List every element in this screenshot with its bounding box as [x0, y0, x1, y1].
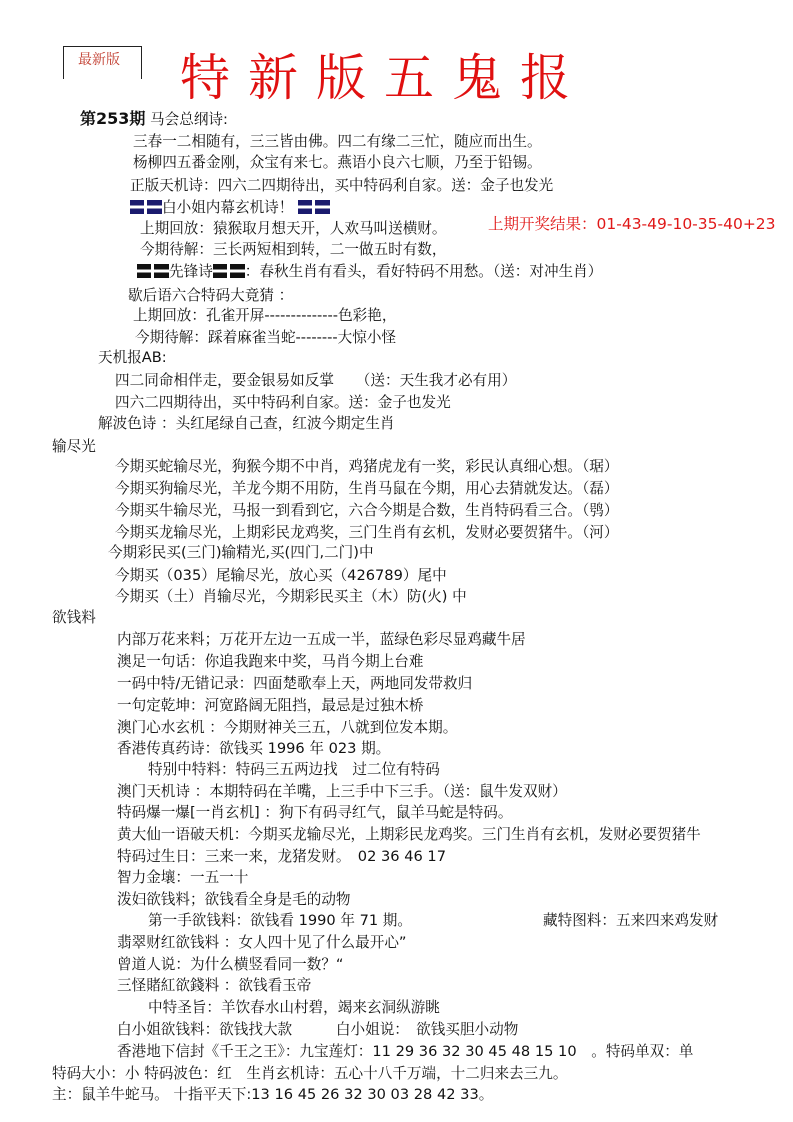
text-line: 今期买（035）尾输尽光，放心买（426789）尾中 — [115, 567, 447, 584]
vanguard-text: ：春秋生肖有看头，看好特码不用愁。（送：对冲生肖） — [244, 263, 603, 280]
text-line: 第一手欲钱料：欲钱看 1990 年 71 期。 — [148, 912, 412, 929]
text-line: 今期买龙输尽光，上期彩民龙鸡奖，三门生肖有玄机，发财必要贺猪牛。（河） — [115, 524, 619, 541]
text-line: 正版天机诗：四六二四期待出，买中特码利自家。送：金子也发光 — [130, 177, 554, 194]
text-line: 泼妇欲钱料；欲钱看全身是毛的动物 — [117, 891, 351, 908]
text-line: 输尽光 — [52, 438, 96, 455]
bar-icon — [298, 200, 330, 214]
text-line: 今期买狗输尽光，羊龙今期不用防，生肖马鼠在今期，用心去猜就发达。（磊） — [115, 480, 619, 497]
text-line: 黄大仙一语破天机：今期买龙输尽光，上期彩民龙鸡奖。三门生肖有玄机，发财必要贺猪牛 — [117, 826, 701, 843]
text-line: 澳门天机诗 ：本期特码在羊嘴，上三手中下三手。（送：鼠牛发双财） — [117, 783, 567, 800]
text-line: 今期买蛇输尽光，狗猴今期不中肖，鸡猪虎龙有一奖，彩民认真细心想。（琚） — [115, 458, 619, 475]
text-line: 藏特图料：五来四来鸡发财 — [543, 912, 719, 929]
text-line: 上期回放：孔雀开屏--------------色彩艳， — [133, 307, 397, 324]
text-line: 翡翠财红欲钱料 ：女人四十见了什么最开心” — [117, 934, 407, 951]
text-line: 特码大小：小 特码波色：红 生肖玄机诗：五心十八千万端，十二归来去三九。 — [52, 1065, 568, 1082]
text-line: 中特圣旨：羊饮春水山村碧，竭来玄洞纵游眺 — [148, 999, 440, 1016]
page-title: 特新版五鬼报 — [180, 49, 588, 107]
text-line: 智力金壤：一五一十 — [117, 869, 249, 886]
text-line: 今期待解：踩着麻雀当蛇--------大惊小怪 — [135, 329, 397, 346]
text-line: 今期待解：三长两短相到转，二一做五时有数， — [140, 241, 447, 258]
text-line: 特码过生日：三来一来，龙猪发财。 02 36 46 17 — [117, 848, 446, 865]
text-line: 特别中特料：特码三五两边找 过二位有特码 — [148, 761, 440, 778]
text-line: 四二同命相伴走，要金银易如反掌 （送：天生我才必有用） — [115, 372, 517, 389]
text-line: 今期买（土）肖输尽光，今期彩民买主（木）防(火) 中 — [115, 588, 467, 605]
text-line: 澳门心水玄机 ：今期财神关三五，八就到位发本期。 — [117, 719, 458, 736]
latest-edition-badge — [63, 46, 142, 79]
text-line: 天机报AB: — [98, 349, 167, 366]
text-line: 今期买牛输尽光，马报一到看到它，六合今期是合数，生肖特码看三合。（鸮） — [115, 502, 619, 519]
text-line: 今期彩民买(三门)输精光,买(四门,二门)中 — [108, 544, 374, 561]
last-result — [488, 215, 776, 233]
text-line: 上期回放：猿猴取月想天开，人欢马叫送横财。 — [140, 220, 447, 237]
issue-line — [80, 110, 228, 129]
text-line: 杨柳四五番金刚，众宝有来七。燕语小良六七顺，乃至于铅锡。 — [133, 154, 542, 171]
issue-heading: 马会总纲诗: — [150, 111, 228, 128]
text-line: 解波色诗 ：头红尾绿自己查，红波今期定生肖 — [98, 415, 395, 432]
bar-icon — [137, 264, 169, 278]
white-poem-title: 白小姐内幕玄机诗！ — [162, 199, 294, 216]
text-line: 主：鼠羊牛蛇马。 十指平天下:13 16 45 26 32 30 03 28 42 33。 — [52, 1086, 494, 1103]
text-line: 澳足一句话：你追我跑来中奖，马肖今期上台难 — [117, 653, 424, 670]
text-line: 四六二四期待出，买中特码利自家。送：金子也发光 — [115, 394, 451, 411]
text-line: 特码爆一爆[一肖玄机] ：狗下有码寻红气，鼠羊马蛇是特码。 — [117, 804, 513, 821]
vanguard-label: 先锋诗 — [169, 263, 213, 280]
text-line: 歇后语六合特码大竟猜 ： — [128, 287, 294, 304]
text-line: 内部万花来料；万花开左边一五成一半，蓝绿色彩尽显鸡藏牛居 — [117, 631, 526, 648]
text-line: 一句定乾坤：河宽路阔无阻挡，最忌是过独木桥 — [117, 697, 424, 714]
text-line: 一码中特/无错记录：四面楚歌奉上天，两地同发带救归 — [117, 675, 473, 692]
last-result-label: 上期开奖结果： — [488, 215, 597, 233]
issue-number: 第253期 — [80, 109, 146, 128]
text-line: 三怪賭紅欲錢料 ：欲钱看玉帝 — [117, 977, 312, 994]
last-result-numbers: 01-43-49-10-35-40+23 — [596, 215, 776, 233]
text-line: 三春一二相随有，三三皆由佛。四二有缘二三忙，随应而出生。 — [133, 133, 542, 150]
bar-icon — [213, 264, 245, 278]
white-poem-heading — [130, 199, 330, 217]
vanguard-poem — [137, 263, 602, 281]
text-line: 白小姐欲钱料：欲钱找大款 白小姐说： 欲钱买胆小动物 — [117, 1021, 519, 1038]
badge-label: 最新版 — [78, 52, 120, 68]
text-line: 香港传真药诗：欲钱买 1996 年 023 期。 — [117, 740, 391, 757]
text-line: 欲钱料 — [52, 609, 96, 626]
text-line: 香港地下信封《千王之王》：九宝莲灯：11 29 36 32 30 45 48 15 10 。特码单双：单 — [117, 1043, 694, 1060]
bar-icon — [130, 200, 162, 214]
text-line: 曾道人说：为什么横竖看同一数？“ — [117, 956, 344, 973]
